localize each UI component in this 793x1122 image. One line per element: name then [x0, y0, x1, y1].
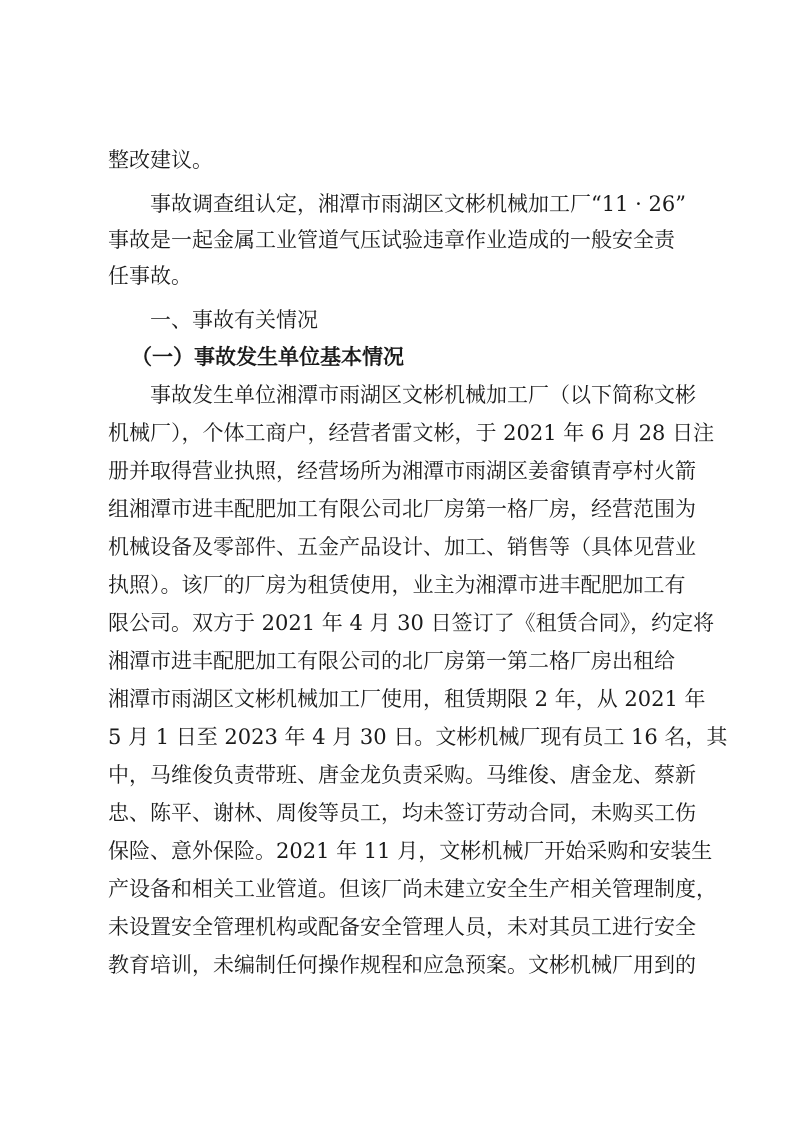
body-line: [0, 532, 793, 562]
body-line: [0, 722, 793, 752]
body-line: [0, 380, 793, 410]
body-line: [0, 418, 793, 448]
subsection-1-heading: （一）事故发生单位基本情况: [131, 345, 404, 369]
text-line: 保险、意外保险。2021 年 11 月，文彬机械厂开始采购和安装生: [108, 839, 713, 863]
text-line: 湘潭市进丰配肥加工有限公司的北厂房第一第二格厂房出租给: [108, 649, 675, 673]
text-line: 5 月 1 日至 2023 年 4 月 30 日。文彬机械厂现有员工 16 名，其: [108, 725, 728, 749]
body-line: [0, 912, 793, 942]
body-line: [0, 684, 793, 714]
conclusion-paragraph-line-3: [0, 261, 793, 291]
text-line: 机械厂），个体工商户，经营者雷文彬，于 2021 年 6 月 28 日注: [108, 421, 715, 445]
body-line: [0, 570, 793, 600]
conclusion-paragraph-line-2: [0, 225, 793, 255]
body-line: [0, 456, 793, 486]
paragraph-intro-end: [0, 145, 793, 175]
body-line: [0, 760, 793, 790]
text-line: 事故调查组认定，湘潭市雨湖区文彬机械加工厂“11 · 26”: [150, 192, 686, 216]
text-line: 事故发生单位湘潭市雨湖区文彬机械加工厂（以下简称文彬: [150, 383, 696, 407]
body-line: [0, 608, 793, 638]
text-line: 限公司。双方于 2021 年 4 月 30 日签订了《租赁合同》，约定将: [108, 611, 715, 635]
text-line: 执照）。该厂的厂房为租赁使用，业主为湘潭市进丰配肥加工有: [108, 573, 686, 597]
text-line: 机械设备及零部件、五金产品设计、加工、销售等（具体见营业: [108, 535, 696, 559]
text-line: 教育培训，未编制任何操作规程和应急预案。文彬机械厂用到的: [108, 953, 696, 977]
section-heading: [0, 305, 793, 335]
body-line: [0, 646, 793, 676]
conclusion-paragraph-line-1: [0, 189, 793, 219]
body-line: [0, 950, 793, 980]
text-line: 整改建议。: [108, 148, 213, 172]
subsection-heading: [0, 342, 793, 372]
section-1-heading: 一、事故有关情况: [150, 308, 318, 332]
text-line: 未设置安全管理机构或配备安全管理人员，未对其员工进行安全: [108, 915, 696, 939]
body-line: [0, 494, 793, 524]
text-line: 产设备和相关工业管道。但该厂尚未建立安全生产相关管理制度，: [108, 877, 717, 901]
text-line: 中，马维俊负责带班、唐金龙负责采购。马维俊、唐金龙、蔡新: [108, 763, 696, 787]
text-line: 湘潭市雨湖区文彬机械加工厂使用，租赁期限 2 年，从 2021 年: [108, 687, 706, 711]
text-line: 事故是一起金属工业管道气压试验违章作业造成的一般安全责: [108, 228, 675, 252]
body-line: [0, 798, 793, 828]
text-line: 忠、陈平、谢林、周俊等员工，均未签订劳动合同，未购买工伤: [108, 801, 696, 825]
text-line: 册并取得营业执照，经营场所为湘潭市雨湖区姜畲镇青亭村火箭: [108, 459, 696, 483]
body-line: [0, 874, 793, 904]
body-line: [0, 836, 793, 866]
text-line: 任事故。: [108, 264, 192, 288]
text-line: 组湘潭市进丰配肥加工有限公司北厂房第一格厂房，经营范围为: [108, 497, 696, 521]
